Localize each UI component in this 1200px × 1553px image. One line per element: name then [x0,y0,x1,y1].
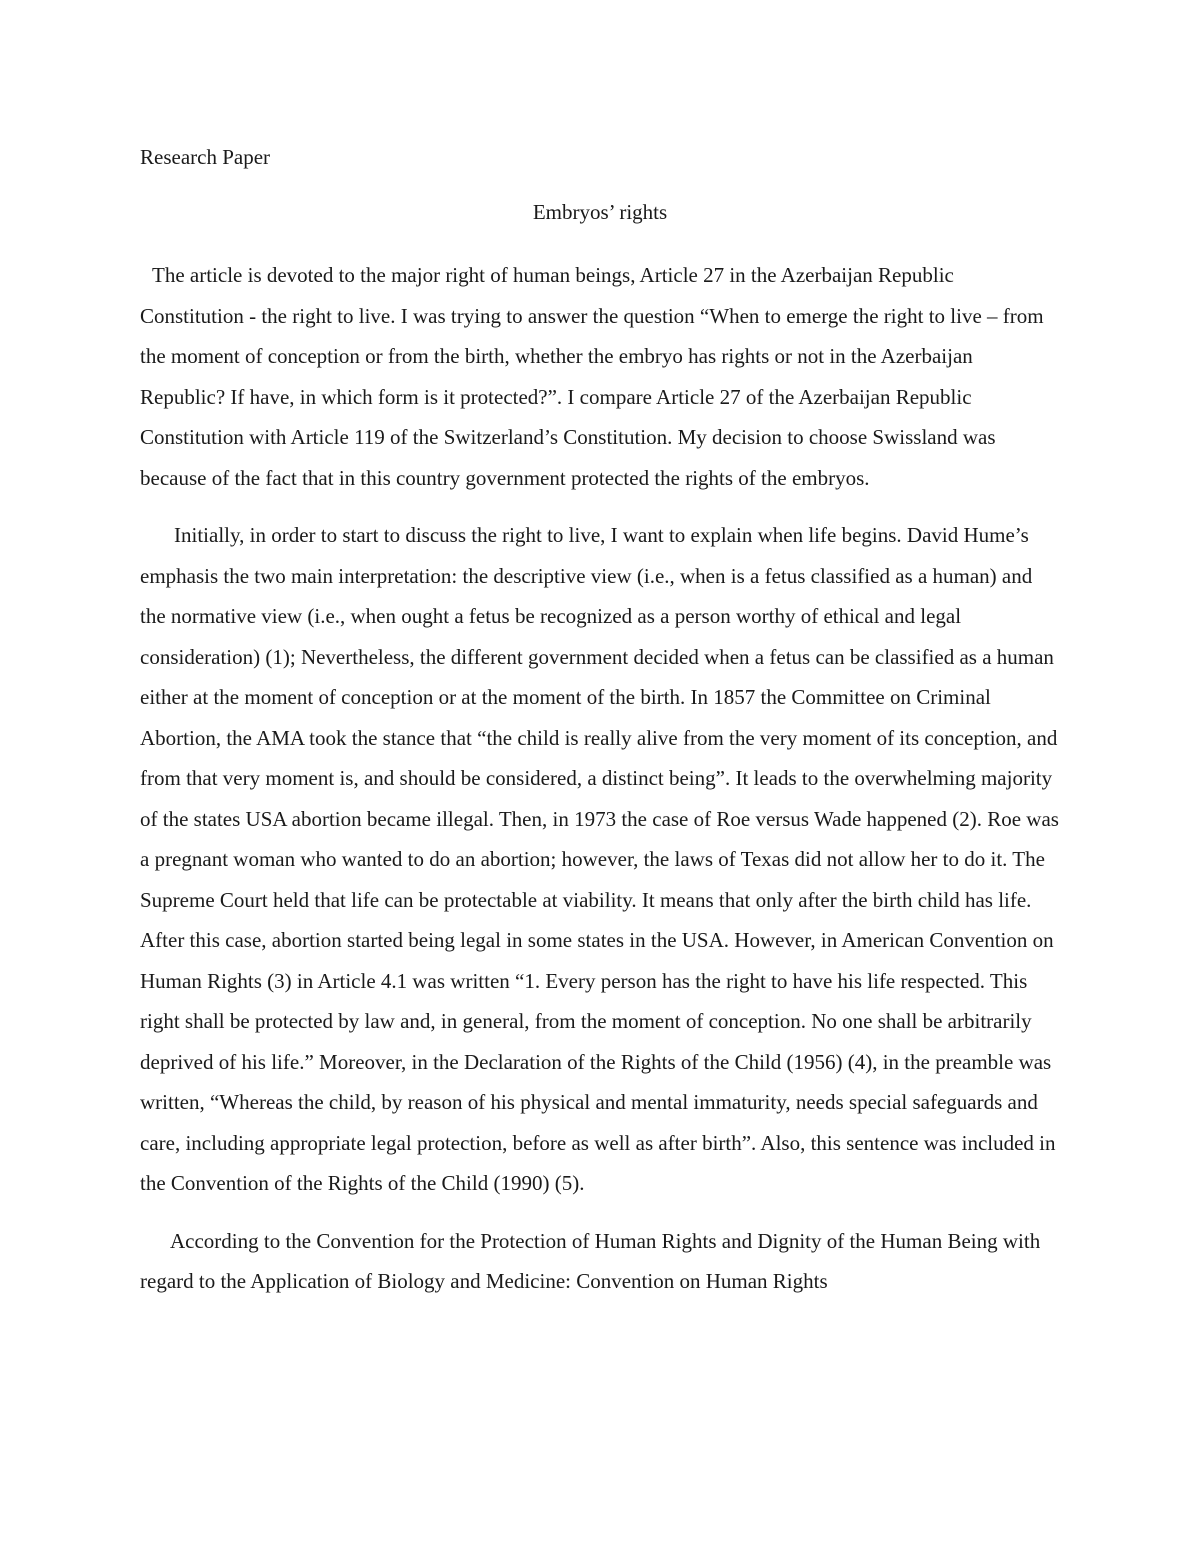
paragraph-when-life-begins: Initially, in order to start to discuss the right to live, I want to explain when life begins. David Hume’s emphasis the two main interpretation: the descriptive view (i.e., when is a fetus classified as a human) and the normative view (i.e., when ought a fetus be recognized as a person worthy of ethical and legal consideration) (1); Nevertheless, the different government decided when a fetus can be classified as a human either at the moment of conception or at the moment of the birth. In 1857 the Committee on Criminal Abortion, the AMA took the stance that “the child is really alive from the very moment of its conception, and from that very moment is, and should be considered, a distinct being”. It leads to the overwhelming majority of the states USA abortion became illegal. Then, in 1973 the case of Roe versus Wade happened (2). Roe was a pregnant woman who wanted to do an abortion; however, the laws of Texas did not allow her to do it. The Supreme Court held that life can be protectable at viability. It means that only after the birth child has life. After this case, abortion started being legal in some states in the USA. However, in American Convention on Human Rights (3) in Article 4.1 was written “1. Every person has the right to have his life respected. This right shall be protected by law and, in general, from the moment of conception. No one shall be arbitrarily deprived of his life.” Moreover, in the Declaration of the Rights of the Child (1956) (4), in the preamble was written, “Whereas the child, by reason of his physical and mental immaturity, needs special safeguards and care, including appropriate legal protection, before as well as after birth”. Also, this sentence was included in the Convention of the Rights of the Child (1990) (5). [140,523,1059,1195]
paragraph-convention: According to the Convention for the Protection of Human Rights and Dignity of the Human Being with regard to the Application of Biology and Medicine: Convention on Human Rights [140,1228,1041,1293]
paragraph-intro: The article is devoted to the major right of human beings, Article 27 in the Azerbaijan Republic Constitution - the right to live. I was trying to answer the question “When to emerge the right to live – from the moment of conception or from the birth, whether the embryo has rights or not in the Azerbaijan Republic? If have, in which form is it protected?”. I compare Article 27 of the Azerbaijan Republic Constitution with Article 119 of the Switzerland’s Constitution. My decision to choose Swissland was because of the fact that in this country government protected the rights of the embryos. [140,263,1044,490]
header-label: Research Paper [140,145,271,169]
document-body [140,255,1062,1302]
page-title: Embryos’ rights [532,200,668,224]
